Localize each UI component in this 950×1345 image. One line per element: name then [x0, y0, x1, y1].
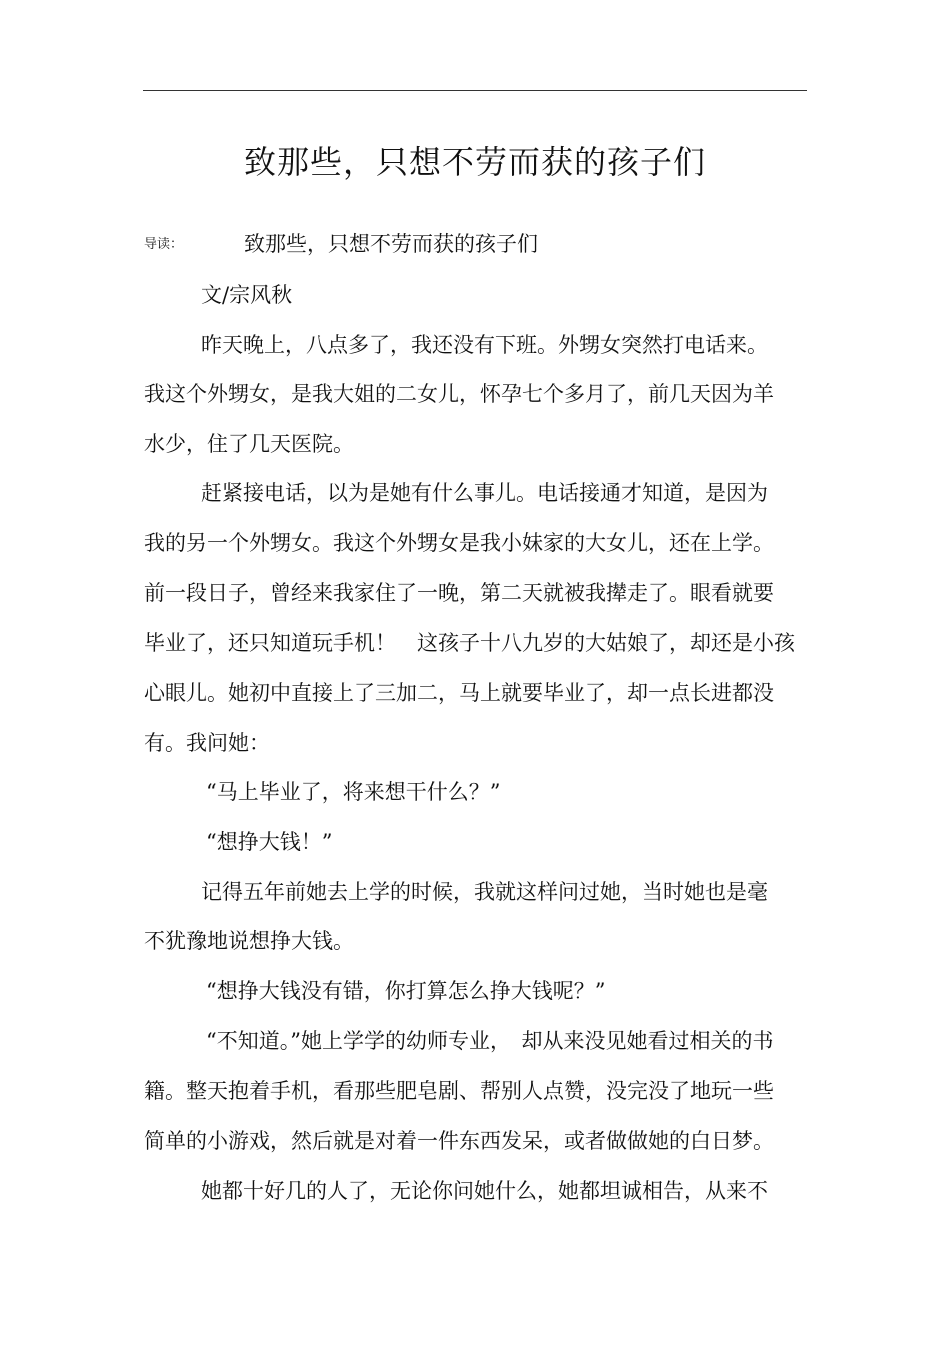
body-line: 昨天晚上，八点多了，我还没有下班。外甥女突然打电话来。: [201, 333, 768, 357]
header-rule: [143, 90, 807, 91]
quote-line: “马上毕业了，将来想干什么？”: [206, 780, 501, 804]
quote-line: “想挣大钱！”: [206, 830, 333, 854]
quote-line: “不知道。”她上学学的幼师专业， 却从来没见她看过相关的书: [206, 1029, 774, 1053]
body-line: 不犹豫地说想挣大钱。: [144, 929, 354, 953]
lead-text: 致那些，只想不劳而获的孩子们: [244, 232, 538, 256]
body-line: 籍。整天抱着手机，看那些肥皂剧、帮别人点赞，没完没了地玩一些: [144, 1079, 774, 1103]
body-line: 我的另一个外甥女。我这个外甥女是我小妹家的大女儿，还在上学。: [144, 531, 774, 555]
quote-line: “想挣大钱没有错，你打算怎么挣大钱呢？”: [206, 979, 606, 1003]
body-line: 赶紧接电话，以为是她有什么事儿。电话接通才知道，是因为: [201, 481, 768, 505]
lead-label: 导读：: [144, 237, 184, 252]
byline: 文/宗风秋: [201, 283, 293, 307]
body-line: 我这个外甥女，是我大姐的二女儿，怀孕七个多月了，前几天因为羊: [144, 382, 774, 406]
body-line: 前一段日子，曾经来我家住了一晚，第二天就被我撵走了。眼看就要: [144, 581, 774, 605]
body-line: 记得五年前她去上学的时候，我就这样问过她，当时她也是毫: [201, 880, 768, 904]
body-line: 水少，住了几天医院。: [144, 432, 354, 456]
body-line: 她都十好几的人了，无论你问她什么，她都坦诚相告，从来不: [201, 1179, 768, 1203]
body-line: 有。我问她：: [144, 731, 270, 755]
body-line: 简单的小游戏，然后就是对着一件东西发呆，或者做做她的白日梦。: [144, 1129, 774, 1153]
body-line: 毕业了，还只知道玩手机！ 这孩子十八九岁的大姑娘了，却还是小孩: [144, 631, 795, 655]
page-title: 致那些，只想不劳而获的孩子们: [243, 143, 706, 181]
body-line: 心眼儿。她初中直接上了三加二，马上就要毕业了，却一点长进都没: [144, 681, 774, 705]
